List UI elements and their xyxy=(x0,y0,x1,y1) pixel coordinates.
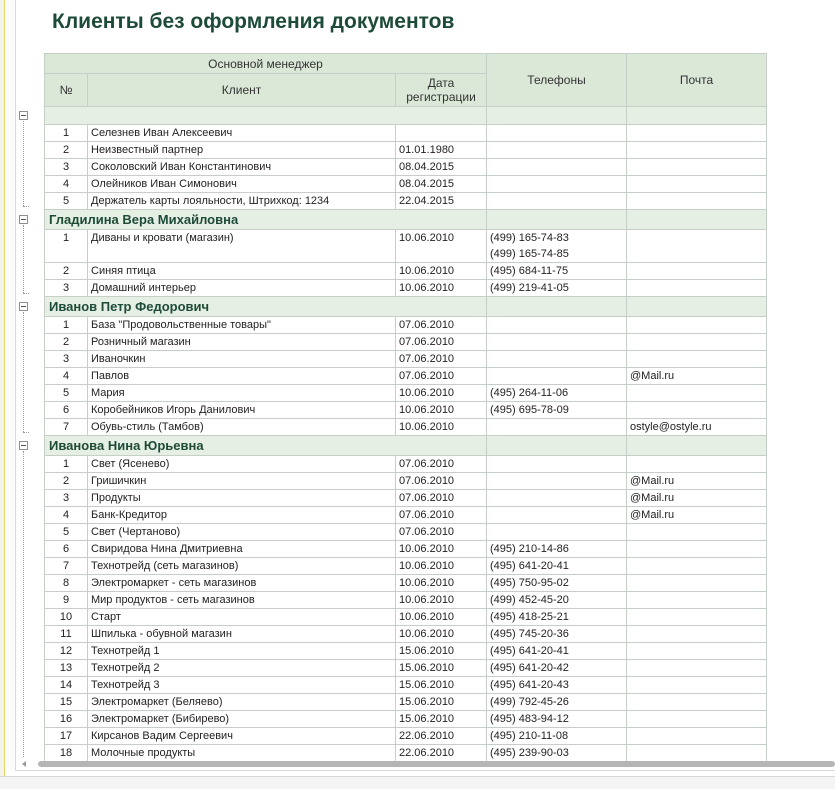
client-name: Свет (Чертаново) xyxy=(88,524,396,541)
row-number: 5 xyxy=(45,524,88,541)
row-number: 17 xyxy=(45,728,88,745)
registration-date: 08.04.2015 xyxy=(396,176,487,193)
table-row[interactable] xyxy=(45,592,767,609)
phones-cell xyxy=(487,368,627,385)
email-cell: ostyle@ostyle.ru xyxy=(627,419,767,436)
row-number: 7 xyxy=(45,419,88,436)
table-row[interactable] xyxy=(45,473,767,490)
table-row[interactable] xyxy=(45,368,767,385)
phones-cell xyxy=(487,456,627,473)
phones-cell xyxy=(487,419,627,436)
registration-date: 22.04.2015 xyxy=(396,193,487,210)
table-row[interactable] xyxy=(45,745,767,762)
client-name: Технотрейд 2 xyxy=(88,660,396,677)
row-number: 1 xyxy=(45,317,88,334)
email-cell xyxy=(627,317,767,334)
registration-date: 07.06.2010 xyxy=(396,524,487,541)
client-name: Синяя птица xyxy=(88,263,396,280)
email-cell: @Mail.ru xyxy=(627,368,767,385)
phones-cell xyxy=(487,592,627,609)
email-cell: @Mail.ru xyxy=(627,507,767,524)
row-number: 1 xyxy=(45,230,88,263)
registration-date: 10.06.2010 xyxy=(396,609,487,626)
row-number: 6 xyxy=(45,402,88,419)
phones-cell xyxy=(487,351,627,368)
registration-date: 10.06.2010 xyxy=(396,592,487,609)
phones-cell xyxy=(487,280,627,297)
row-number: 11 xyxy=(45,626,88,643)
header-client: Клиент xyxy=(88,74,396,107)
phone-number: (495) 641-20-43 xyxy=(490,679,569,691)
registration-date xyxy=(396,125,487,142)
row-number: 5 xyxy=(45,385,88,402)
report-table-container xyxy=(44,53,767,762)
registration-date: 07.06.2010 xyxy=(396,456,487,473)
client-name: Свиридова Нина Дмитриевна xyxy=(88,541,396,558)
header-reg-date: Дата регистрации xyxy=(396,74,487,107)
row-number: 2 xyxy=(45,263,88,280)
client-name: Технотрейд 3 xyxy=(88,677,396,694)
registration-date: 01.01.1980 xyxy=(396,142,487,159)
email-cell xyxy=(627,626,767,643)
phones-cell xyxy=(487,263,627,280)
phone-number: (495) 210-14-86 xyxy=(490,543,569,555)
phones-cell xyxy=(487,609,627,626)
phones-cell xyxy=(487,507,627,524)
registration-date: 07.06.2010 xyxy=(396,351,487,368)
client-name: Держатель карты лояльности, Штрихкод: 1234 xyxy=(88,193,396,210)
phones-cell xyxy=(487,694,627,711)
email-cell xyxy=(627,230,767,263)
table-row[interactable] xyxy=(45,541,767,558)
row-number: 13 xyxy=(45,660,88,677)
table-row[interactable] xyxy=(45,334,767,351)
row-number: 3 xyxy=(45,351,88,368)
phone-number: (499) 165-74-85 xyxy=(490,248,569,260)
row-number: 2 xyxy=(45,334,88,351)
registration-date: 10.06.2010 xyxy=(396,575,487,592)
row-number: 8 xyxy=(45,575,88,592)
report-table xyxy=(44,53,767,762)
phones-cell xyxy=(487,745,627,762)
group-header-row[interactable] xyxy=(45,297,767,317)
row-number: 14 xyxy=(45,677,88,694)
email-cell xyxy=(627,694,767,711)
registration-date: 22.06.2010 xyxy=(396,745,487,762)
registration-date: 07.06.2010 xyxy=(396,473,487,490)
header-number: № xyxy=(45,74,88,107)
table-row[interactable] xyxy=(45,280,767,297)
table-row[interactable] xyxy=(45,193,767,210)
email-cell xyxy=(627,263,767,280)
email-cell xyxy=(627,402,767,419)
email-cell xyxy=(627,575,767,592)
registration-date: 10.06.2010 xyxy=(396,280,487,297)
row-number: 1 xyxy=(45,125,88,142)
registration-date: 10.06.2010 xyxy=(396,626,487,643)
table-row[interactable] xyxy=(45,575,767,592)
row-number: 9 xyxy=(45,592,88,609)
group-mail-cell xyxy=(627,210,767,230)
collapse-group-icon[interactable] xyxy=(19,302,28,311)
phone-number: (495) 641-20-41 xyxy=(490,645,569,657)
email-cell xyxy=(627,558,767,575)
phones-cell xyxy=(487,643,627,660)
phones-cell xyxy=(487,490,627,507)
client-name: Розничный магазин xyxy=(88,334,396,351)
group-mail-cell xyxy=(627,297,767,317)
table-row[interactable] xyxy=(45,385,767,402)
group-header-row[interactable] xyxy=(45,210,767,230)
email-cell xyxy=(627,334,767,351)
table-row[interactable] xyxy=(45,125,767,142)
scroll-left-arrow-icon[interactable] xyxy=(22,761,26,767)
registration-date: 08.04.2015 xyxy=(396,159,487,176)
phones-cell xyxy=(487,677,627,694)
email-cell xyxy=(627,142,767,159)
email-cell xyxy=(627,609,767,626)
table-row[interactable] xyxy=(45,728,767,745)
group-header-row[interactable] xyxy=(45,436,767,456)
email-cell xyxy=(627,643,767,660)
client-name: Иваночкин xyxy=(88,351,396,368)
registration-date: 22.06.2010 xyxy=(396,728,487,745)
registration-date: 07.06.2010 xyxy=(396,490,487,507)
phones-cell xyxy=(487,660,627,677)
row-number: 2 xyxy=(45,142,88,159)
phone-number: (499) 165-74-83 xyxy=(490,232,569,244)
email-cell xyxy=(627,385,767,402)
collapse-group-icon[interactable] xyxy=(19,441,28,450)
table-row[interactable] xyxy=(45,176,767,193)
row-number: 5 xyxy=(45,193,88,210)
registration-date: 10.06.2010 xyxy=(396,402,487,419)
client-name: База "Продовольственные товары" xyxy=(88,317,396,334)
phones-cell xyxy=(487,125,627,142)
group-phones-cell xyxy=(487,210,627,230)
scrollbar-thumb[interactable] xyxy=(38,761,835,767)
header-phones: Телефоны xyxy=(487,54,627,107)
phones-cell xyxy=(487,541,627,558)
group-manager-name xyxy=(45,107,487,125)
email-cell xyxy=(627,660,767,677)
group-bracket-end xyxy=(23,206,29,207)
group-bracket-line xyxy=(23,312,25,432)
phone-number: (495) 695-78-09 xyxy=(490,404,569,416)
row-number: 3 xyxy=(45,490,88,507)
table-row[interactable] xyxy=(45,142,767,159)
group-manager-name: Иванова Нина Юрьевна xyxy=(45,436,487,456)
table-row[interactable] xyxy=(45,677,767,694)
row-number: 12 xyxy=(45,643,88,660)
row-number: 15 xyxy=(45,694,88,711)
phones-cell xyxy=(487,159,627,176)
table-row[interactable] xyxy=(45,558,767,575)
table-row[interactable] xyxy=(45,351,767,368)
group-bracket-line xyxy=(23,451,25,757)
phones-cell xyxy=(487,711,627,728)
grouping-gutter xyxy=(5,0,15,770)
table-row[interactable] xyxy=(45,402,767,419)
row-number: 3 xyxy=(45,159,88,176)
table-row[interactable] xyxy=(45,490,767,507)
registration-date: 15.06.2010 xyxy=(396,643,487,660)
client-name: Электромаркет - сеть магазинов xyxy=(88,575,396,592)
email-cell: @Mail.ru xyxy=(627,490,767,507)
phones-cell xyxy=(487,334,627,351)
email-cell xyxy=(627,176,767,193)
table-row[interactable] xyxy=(45,507,767,524)
email-cell xyxy=(627,159,767,176)
table-row[interactable] xyxy=(45,419,767,436)
phone-number: (495) 641-20-41 xyxy=(490,560,569,572)
row-number: 16 xyxy=(45,711,88,728)
email-cell xyxy=(627,592,767,609)
table-row[interactable] xyxy=(45,694,767,711)
client-name: Электромаркет (Бибирево) xyxy=(88,711,396,728)
registration-date: 10.06.2010 xyxy=(396,263,487,280)
phone-number: (495) 210-11-08 xyxy=(490,730,569,742)
group-bracket-line xyxy=(23,225,25,293)
client-name: Домашний интерьер xyxy=(88,280,396,297)
registration-date: 15.06.2010 xyxy=(396,711,487,728)
phones-cell xyxy=(487,524,627,541)
group-bracket-end xyxy=(23,293,29,294)
email-cell xyxy=(627,456,767,473)
phones-cell xyxy=(487,626,627,643)
phones-cell xyxy=(487,473,627,490)
phones-cell xyxy=(487,558,627,575)
table-row[interactable] xyxy=(45,626,767,643)
collapse-group-icon[interactable] xyxy=(19,215,28,224)
group-phones-cell xyxy=(487,297,627,317)
row-number: 4 xyxy=(45,368,88,385)
registration-date: 07.06.2010 xyxy=(396,317,487,334)
row-number: 3 xyxy=(45,280,88,297)
page-bottom-edge xyxy=(15,770,835,771)
phones-cell xyxy=(487,728,627,745)
row-number: 1 xyxy=(45,456,88,473)
email-cell xyxy=(627,280,767,297)
table-row[interactable] xyxy=(45,263,767,280)
email-cell xyxy=(627,125,767,142)
client-name: Соколовский Иван Константинович xyxy=(88,159,396,176)
phone-number: (495) 750-95-02 xyxy=(490,577,569,589)
client-name: Шпилька - обувной магазин xyxy=(88,626,396,643)
table-row[interactable] xyxy=(45,230,767,263)
header-main-manager: Основной менеджер xyxy=(45,54,487,74)
client-name: Банк-Кредитор xyxy=(88,507,396,524)
phone-number: (495) 745-20-36 xyxy=(490,628,569,640)
row-number: 4 xyxy=(45,507,88,524)
phone-number: (495) 684-11-75 xyxy=(490,265,569,277)
registration-date: 15.06.2010 xyxy=(396,677,487,694)
table-row[interactable] xyxy=(45,643,767,660)
client-name: Кирсанов Вадим Сергеевич xyxy=(88,728,396,745)
registration-date: 07.06.2010 xyxy=(396,368,487,385)
phone-number: (499) 219-41-05 xyxy=(490,282,569,294)
phones-cell xyxy=(487,176,627,193)
email-cell xyxy=(627,745,767,762)
table-row[interactable] xyxy=(45,609,767,626)
registration-date: 10.06.2010 xyxy=(396,541,487,558)
registration-date: 10.06.2010 xyxy=(396,558,487,575)
table-row[interactable] xyxy=(45,711,767,728)
phone-number: (499) 452-45-20 xyxy=(490,594,569,606)
client-name: Свет (Ясенево) xyxy=(88,456,396,473)
window-bottom-frame xyxy=(0,776,835,789)
email-cell xyxy=(627,351,767,368)
row-number: 7 xyxy=(45,558,88,575)
registration-date: 15.06.2010 xyxy=(396,660,487,677)
phones-cell xyxy=(487,230,627,263)
client-name: Технотрейд (сеть магазинов) xyxy=(88,558,396,575)
group-header-row[interactable] xyxy=(45,107,767,125)
client-name: Олейников Иван Симонович xyxy=(88,176,396,193)
horizontal-scrollbar[interactable] xyxy=(22,760,835,769)
row-number: 2 xyxy=(45,473,88,490)
group-manager-name: Гладилина Вера Михайловна xyxy=(45,210,487,230)
collapse-group-icon[interactable] xyxy=(19,111,28,120)
client-name: Старт xyxy=(88,609,396,626)
report-title: Клиенты без оформления документов xyxy=(52,10,455,33)
phones-cell xyxy=(487,575,627,592)
row-number: 6 xyxy=(45,541,88,558)
email-cell xyxy=(627,711,767,728)
client-name: Молочные продукты xyxy=(88,745,396,762)
phone-number: (495) 264-11-06 xyxy=(490,387,569,399)
phones-cell xyxy=(487,402,627,419)
page-edge xyxy=(15,0,16,770)
table-row[interactable] xyxy=(45,660,767,677)
row-number: 18 xyxy=(45,745,88,762)
client-name: Коробейников Игорь Данилович xyxy=(88,402,396,419)
header-mail: Почта xyxy=(627,54,767,107)
registration-date: 10.06.2010 xyxy=(396,419,487,436)
email-cell: @Mail.ru xyxy=(627,473,767,490)
row-number: 4 xyxy=(45,176,88,193)
email-cell xyxy=(627,677,767,694)
client-name: Технотрейд 1 xyxy=(88,643,396,660)
phone-number: (495) 239-90-03 xyxy=(490,747,569,759)
email-cell xyxy=(627,541,767,558)
row-number: 10 xyxy=(45,609,88,626)
email-cell xyxy=(627,728,767,745)
phone-number: (499) 792-45-26 xyxy=(490,696,569,708)
client-name: Неизвестный партнер xyxy=(88,142,396,159)
table-row[interactable] xyxy=(45,159,767,176)
registration-date: 10.06.2010 xyxy=(396,230,487,263)
registration-date: 15.06.2010 xyxy=(396,694,487,711)
group-mail-cell xyxy=(627,107,767,125)
group-mail-cell xyxy=(627,436,767,456)
group-phones-cell xyxy=(487,436,627,456)
group-bracket-line xyxy=(23,121,25,206)
registration-date: 10.06.2010 xyxy=(396,385,487,402)
client-name: Гришичкин xyxy=(88,473,396,490)
registration-date: 07.06.2010 xyxy=(396,507,487,524)
client-name: Электромаркет (Беляево) xyxy=(88,694,396,711)
registration-date: 07.06.2010 xyxy=(396,334,487,351)
group-bracket-end xyxy=(23,432,29,433)
phones-cell xyxy=(487,385,627,402)
phone-number: (495) 641-20-42 xyxy=(490,662,569,674)
client-name: Павлов xyxy=(88,368,396,385)
group-phones-cell xyxy=(487,107,627,125)
phones-cell xyxy=(487,193,627,210)
email-cell xyxy=(627,193,767,210)
table-row[interactable] xyxy=(45,524,767,541)
phone-number: (495) 418-25-21 xyxy=(490,611,569,623)
client-name: Селезнев Иван Алексеевич xyxy=(88,125,396,142)
group-manager-name: Иванов Петр Федорович xyxy=(45,297,487,317)
phones-cell xyxy=(487,142,627,159)
table-row[interactable] xyxy=(45,456,767,473)
phones-cell xyxy=(487,317,627,334)
client-name: Мир продуктов - сеть магазинов xyxy=(88,592,396,609)
client-name: Продукты xyxy=(88,490,396,507)
client-name: Обувь-стиль (Тамбов) xyxy=(88,419,396,436)
phone-number: (495) 483-94-12 xyxy=(490,713,569,725)
client-name: Мария xyxy=(88,385,396,402)
client-name: Диваны и кровати (магазин) xyxy=(88,230,396,263)
email-cell xyxy=(627,524,767,541)
table-row[interactable] xyxy=(45,317,767,334)
